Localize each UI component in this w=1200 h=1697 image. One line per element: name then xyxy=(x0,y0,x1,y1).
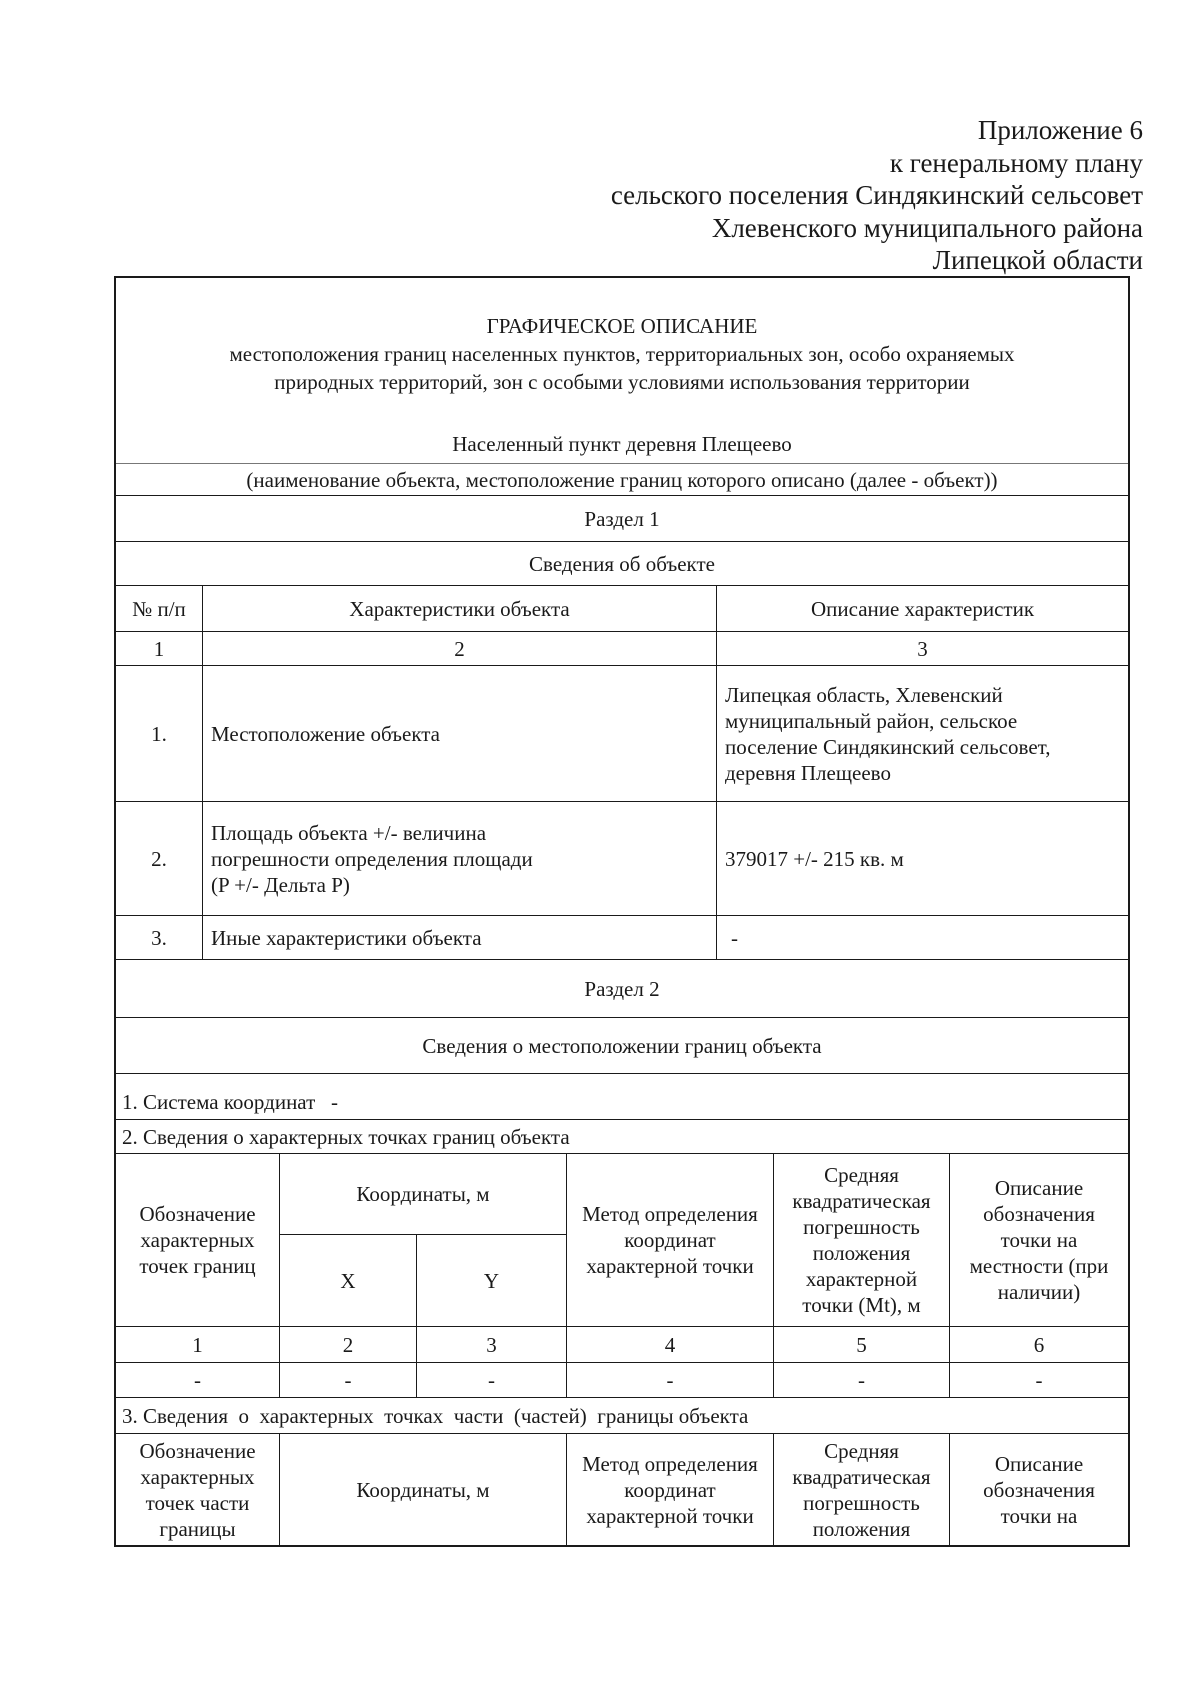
text-line: характерных xyxy=(140,1464,255,1489)
col-number: 5 xyxy=(773,1327,949,1362)
table-row xyxy=(116,801,1128,915)
points-title: 2. Сведения о характерных точках границ объекта xyxy=(122,1124,570,1149)
text-line: погрешность xyxy=(803,1490,920,1515)
section1-header-row xyxy=(116,585,1128,631)
text-line: Средняя xyxy=(824,1163,899,1187)
object-name: Населенный пункт деревня Плещеево xyxy=(452,432,792,456)
col-number: 1 xyxy=(153,636,165,661)
object-caption-row xyxy=(116,463,1128,495)
text-line: Описание xyxy=(994,1451,1084,1476)
text-line: точки на xyxy=(1000,1503,1078,1528)
document-subtitle xyxy=(116,340,1128,396)
col-header-point-id xyxy=(116,1154,279,1326)
col-number: 1 xyxy=(192,1332,203,1357)
text-line: Обозначение xyxy=(139,1438,256,1463)
appendix-line: Липецкой области xyxy=(932,245,1143,275)
point-description: - xyxy=(949,1363,1128,1397)
document-title: ГРАФИЧЕСКОЕ ОПИСАНИЕ xyxy=(486,314,758,338)
appendix-line: к генеральному плану xyxy=(889,147,1143,178)
col-header-part-point-id xyxy=(116,1434,279,1545)
col-number: 6 xyxy=(949,1327,1128,1362)
text-line: Метод определения xyxy=(582,1202,758,1226)
points-colnum-row xyxy=(116,1326,1128,1362)
col-header-mean-error xyxy=(773,1434,949,1545)
section2-title: Раздел 2 xyxy=(584,976,660,1001)
appendix-line: Приложение 6 xyxy=(977,115,1143,145)
text-line: Площадь объекта +/- величина xyxy=(211,820,487,845)
coord-system: 1. Система координат - xyxy=(122,1090,338,1114)
row-number: 1. xyxy=(151,721,167,746)
row-description xyxy=(716,666,1128,801)
subtitle-line: местоположения границ населенных пунктов, территориальных зон, особо охраняемых xyxy=(229,342,1015,366)
col-header-description: Описание характеристик xyxy=(716,586,1128,631)
points-header-row xyxy=(116,1153,1128,1326)
parts-header-row xyxy=(116,1433,1128,1545)
coord-system-row xyxy=(116,1073,1128,1119)
col-number: 3 xyxy=(716,632,1128,665)
text-line: Местоположение объекта xyxy=(211,721,441,746)
row-characteristic xyxy=(202,802,716,915)
appendix-line: сельского поселения Синдякинский сельсовет xyxy=(610,180,1143,210)
text-line: деревня Плещеево xyxy=(725,760,891,785)
col-header-method xyxy=(566,1434,773,1545)
text-line: квадратическая xyxy=(792,1464,931,1489)
text-line: характерной точки xyxy=(586,1254,754,1278)
row-number: 2. xyxy=(151,846,167,871)
text-line: квадратическая xyxy=(792,1189,931,1213)
point-id: - xyxy=(194,1368,201,1392)
text-line: положения xyxy=(812,1516,911,1541)
text-line: границы xyxy=(159,1516,236,1541)
text-line: координат xyxy=(624,1228,716,1252)
subtitle-line: природных территорий, зон с особыми условиями использования территории xyxy=(274,370,970,394)
row-number: 3. xyxy=(151,925,167,950)
section1-colnum-row xyxy=(116,631,1128,665)
point-method: - xyxy=(566,1363,773,1397)
point-error: - xyxy=(773,1363,949,1397)
text-line: точки (Mt), м xyxy=(802,1293,921,1317)
object-caption: (наименование объекта, местоположение границ которого описано (далее - объект)) xyxy=(246,467,998,492)
section2-subtitle-row xyxy=(116,1017,1128,1073)
text-line: наличии) xyxy=(997,1280,1081,1304)
text-line: муниципальный район, сельское xyxy=(725,708,1018,733)
col-header-characteristic: Характеристики объекта xyxy=(202,586,716,631)
col-header-coordinates: Координаты, м xyxy=(279,1154,566,1234)
text-line: положения xyxy=(812,1241,911,1265)
appendix-heading xyxy=(611,114,1143,277)
text-line: обозначения xyxy=(983,1202,1095,1226)
text-line: точек части xyxy=(145,1490,250,1515)
table-row xyxy=(116,665,1128,801)
col-number: 2 xyxy=(279,1327,416,1362)
text-line: погрешность xyxy=(803,1215,920,1239)
text-line: Обозначение xyxy=(139,1202,256,1226)
row-description xyxy=(716,802,1128,915)
row-characteristic: Иные характеристики объекта xyxy=(202,916,716,959)
col-header-x: X xyxy=(279,1234,416,1326)
text-line: характерной xyxy=(805,1267,918,1291)
text-line: Средняя xyxy=(824,1438,899,1463)
text-line: точек границ xyxy=(139,1254,256,1278)
col-header-mean-error xyxy=(773,1154,949,1326)
col-header-coordinates: Координаты, м xyxy=(279,1434,566,1545)
section2-subtitle: Сведения о местоположении границ объекта xyxy=(422,1033,822,1058)
section1-subtitle: Сведения об объекте xyxy=(529,551,715,576)
row-description: - xyxy=(716,916,1128,959)
points-title-row xyxy=(116,1119,1128,1153)
col-number: 2 xyxy=(202,632,716,665)
section1-title-row xyxy=(116,495,1128,541)
row-characteristic xyxy=(202,666,716,801)
text-line: обозначения xyxy=(983,1477,1095,1502)
section1-subtitle-row xyxy=(116,541,1128,585)
text-line: Липецкая область, Хлевенский xyxy=(725,682,1003,707)
section1-title: Раздел 1 xyxy=(584,506,660,531)
text-line: местности (при xyxy=(969,1254,1109,1278)
col-header-point-description xyxy=(949,1154,1128,1326)
point-x: - xyxy=(279,1363,416,1397)
text-line: координат xyxy=(624,1477,716,1502)
text-line: характерной точки xyxy=(586,1503,754,1528)
area-value: 379017 +/- 215 кв. м xyxy=(725,846,904,871)
appendix-line: Хлевенского муниципального района xyxy=(711,212,1143,243)
col-header-y: Y xyxy=(416,1234,566,1326)
col-header-num: № п/п xyxy=(132,596,186,621)
col-number: 3 xyxy=(416,1327,566,1362)
text-line: (P +/- Дельта P) xyxy=(211,872,350,897)
table-row xyxy=(116,915,1128,959)
parts-title: 3. Сведения о характерных точках части (частей) границы объекта xyxy=(122,1403,749,1428)
text-line: погрешности определения площади xyxy=(211,846,533,871)
col-header-method xyxy=(566,1154,773,1326)
parts-title-row xyxy=(116,1397,1128,1433)
col-number: 4 xyxy=(566,1327,773,1362)
section2-title-row xyxy=(116,959,1128,1017)
graphic-description-form xyxy=(114,276,1130,1547)
text-line: поселение Синдякинский сельсовет, xyxy=(725,734,1051,759)
point-y: - xyxy=(416,1363,566,1397)
text-line: Описание xyxy=(994,1176,1084,1200)
col-header-point-description xyxy=(949,1434,1128,1545)
text-line: характерных xyxy=(140,1228,255,1252)
text-line: Метод определения xyxy=(582,1451,758,1476)
table-row xyxy=(116,1362,1128,1397)
text-line: точки на xyxy=(1000,1228,1078,1252)
